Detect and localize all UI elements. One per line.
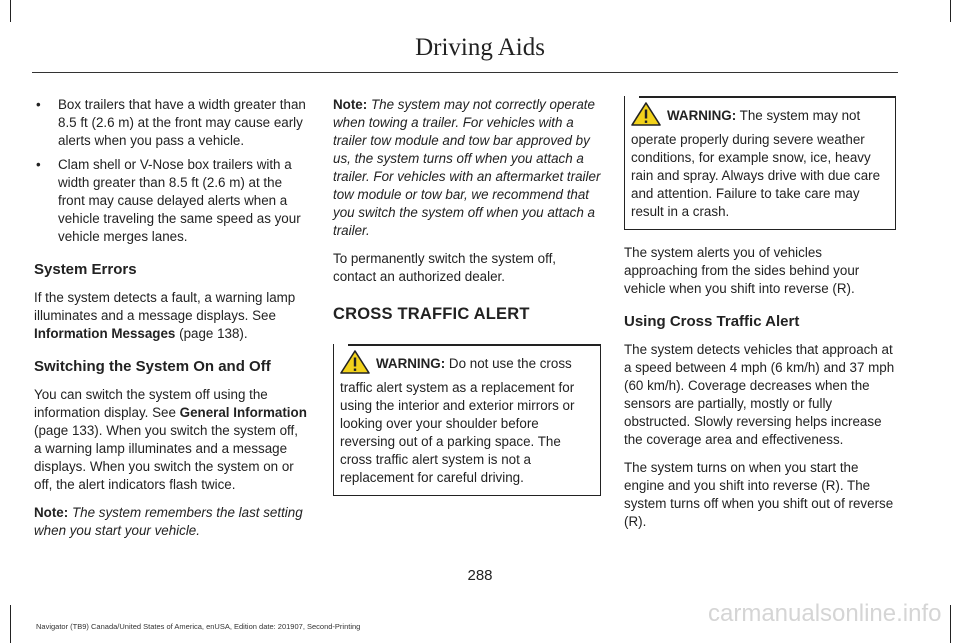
warning-box xyxy=(624,96,896,230)
warning-label: WARNING: xyxy=(667,108,737,123)
trailer-note-paragraph xyxy=(333,96,601,240)
switching-text: You can switch the system off using the information display. See xyxy=(34,387,268,420)
edition-footer: Navigator (TB9) Canada/United States of America, enUSA, Edition date: 201907, Second-Printing xyxy=(36,622,361,631)
header-divider xyxy=(32,72,898,73)
section-heading-system-errors: System Errors xyxy=(34,261,137,278)
watermark: carmanualsonline.info xyxy=(708,600,942,627)
crop-mark xyxy=(10,0,11,22)
crop-mark xyxy=(950,0,951,22)
warning-text: The system may not operate properly during severe weather conditions, for example snow, ice, heavy rain and spray. Always drive with due care and attention. Failure to take care may result in a crash. xyxy=(631,108,881,219)
section-heading-using-cross-traffic-alert: Using Cross Traffic Alert xyxy=(624,313,800,330)
permanent-off-paragraph: To permanently switch the system off, contact an authorized dealer. xyxy=(333,251,557,284)
switching-text-continued: (page 133). When you switch the system off, a warning lamp illuminates and a message displays. When you switch the system on or off, the alert indicators flash twice. xyxy=(34,423,298,492)
using-paragraph-1: The system detects vehicles that approach at a speed between 4 mph (6 km/h) and 37 mph (60 km/h). Coverage decreases when the sensors are partially, mostly or fully obstructed. Slowly reversing helps increase the coverage area and effectiveness. xyxy=(624,342,895,447)
alert-description-paragraph: The system alerts you of vehicles approaching from the sides behind your vehicle when you shift into reverse (R). xyxy=(624,245,860,296)
note-text: The system may not correctly operate when towing a trailer. For vehicles with a trailer tow module and tow bar approved by us, the system turns off when you attach a trailer. For vehicles with an aftermarket trailer tow module or tow bar, we recommend that you switch the system off when you attach a trailer. xyxy=(333,97,601,238)
note-paragraph xyxy=(34,504,308,540)
note-label: Note: xyxy=(333,97,368,112)
note-text: The system remembers the last setting when you start your vehicle. xyxy=(34,505,303,538)
note-label: Note: xyxy=(34,505,69,520)
column-middle xyxy=(333,96,601,510)
column-left xyxy=(34,96,308,550)
page-reference: (page 138). xyxy=(179,326,248,341)
general-information-link[interactable]: General Information xyxy=(179,405,307,420)
using-paragraph-2: The system turns on when you start the engine and you shift into reverse (R). The system turns off when you shift out of reverse (R). xyxy=(624,460,894,529)
list-item: • Clam shell or V-Nose box trailers with a width greater than 8.5 ft (2.6 m) at the front may cause delayed alerts when a vehicle traveling the same speed as your vehicle merges lanes. xyxy=(34,156,308,246)
page-title: Driving Aids xyxy=(415,34,545,61)
system-errors-paragraph xyxy=(34,289,308,343)
warning-triangle-icon xyxy=(340,350,370,379)
warning-label: WARNING: xyxy=(376,356,446,371)
crop-mark xyxy=(10,605,11,643)
warning-triangle-icon xyxy=(631,102,661,131)
list-item: • Box trailers that have a width greater than 8.5 ft (2.6 m) at the front may cause early alerts when you pass a vehicle. xyxy=(34,96,308,150)
section-heading-cross-traffic-alert: CROSS TRAFFIC ALERT xyxy=(333,305,530,323)
warning-text: Do not use the cross traffic alert system as a replacement for using the interior and exterior mirrors or looking over your shoulder before reversing out of a parking space. The cross traffic alert system is not a replacement for careful driving. xyxy=(340,356,575,485)
system-errors-text: If the system detects a fault, a warning lamp illuminates and a message displays. See xyxy=(34,290,296,323)
page-number: 288 xyxy=(467,567,493,584)
column-right xyxy=(624,96,896,541)
section-heading-switching: Switching the System On and Off xyxy=(34,358,271,375)
crop-mark xyxy=(950,605,951,643)
switching-paragraph xyxy=(34,386,308,494)
trailer-bullet-list xyxy=(34,96,308,246)
warning-box xyxy=(333,344,601,496)
information-messages-link[interactable]: Information Messages xyxy=(34,326,176,341)
